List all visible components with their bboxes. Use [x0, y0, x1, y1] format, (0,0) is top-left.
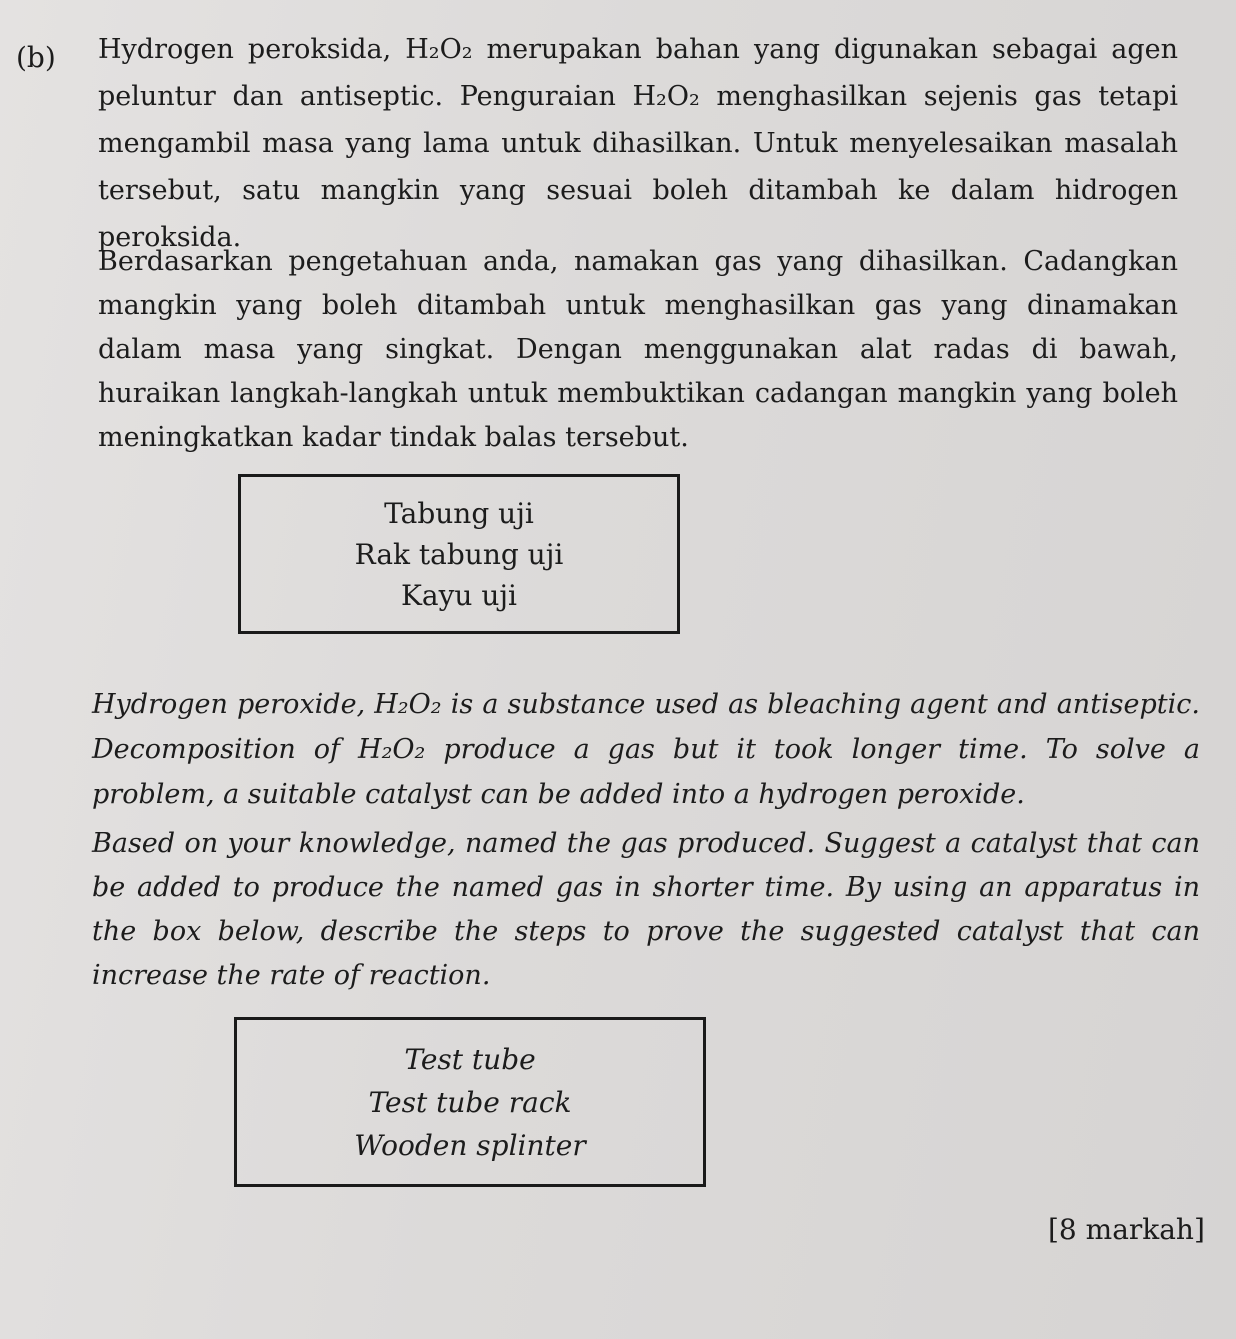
question-part-label: (b) [16, 41, 56, 74]
english-apparatus-box [234, 1017, 706, 1187]
marks-allocation: [8 markah] [1048, 1213, 1205, 1246]
apparatus-item: Test tube [404, 1042, 536, 1076]
apparatus-item: Rak tabung uji [354, 537, 564, 571]
malay-paragraph-task: Berdasarkan pengetahuan anda, namakan gas yang dihasilkan. Cadangkan mangkin yang boleh ditambah untuk menghasilkan gas yang dinamakan dalam masa yang singkat. Dengan menggunakan alat radas di bawah, huraikan langkah-langkah untuk membuktikan cadangan mangkin yang boleh meningkatkan kadar tindak balas tersebut. [98, 246, 1178, 453]
apparatus-item: Tabung uji [384, 496, 534, 530]
apparatus-item: Kayu uji [400, 578, 518, 612]
english-paragraph-context: Hydrogen peroxide, H₂O₂ is a substance used as bleaching agent and antiseptic. Decomposition of H₂O₂ produce a gas but it took longer time. To solve a problem, a suitable catalyst can be added into a hydrogen peroxide. [92, 689, 1200, 810]
apparatus-item: Test tube rack [368, 1085, 572, 1119]
apparatus-item: Wooden splinter [354, 1128, 586, 1162]
english-paragraph-task: Based on your knowledge, named the gas produced. Suggest a catalyst that can be added to produce the named gas in shorter time. By using an apparatus in the box below, describe the steps to prove the suggested catalyst that can increase the rate of reaction. [92, 828, 1200, 991]
malay-apparatus-box [238, 474, 680, 634]
malay-paragraph-context: Hydrogen peroksida, H₂O₂ merupakan bahan yang digunakan sebagai agen peluntur dan antiseptic. Penguraian H₂O₂ menghasilkan sejenis gas tetapi mengambil masa yang lama untuk dihasilkan. Untuk menyelesaikan masalah tersebut, satu mangkin yang sesuai boleh ditambah ke dalam hidrogen peroksida. [98, 34, 1178, 253]
